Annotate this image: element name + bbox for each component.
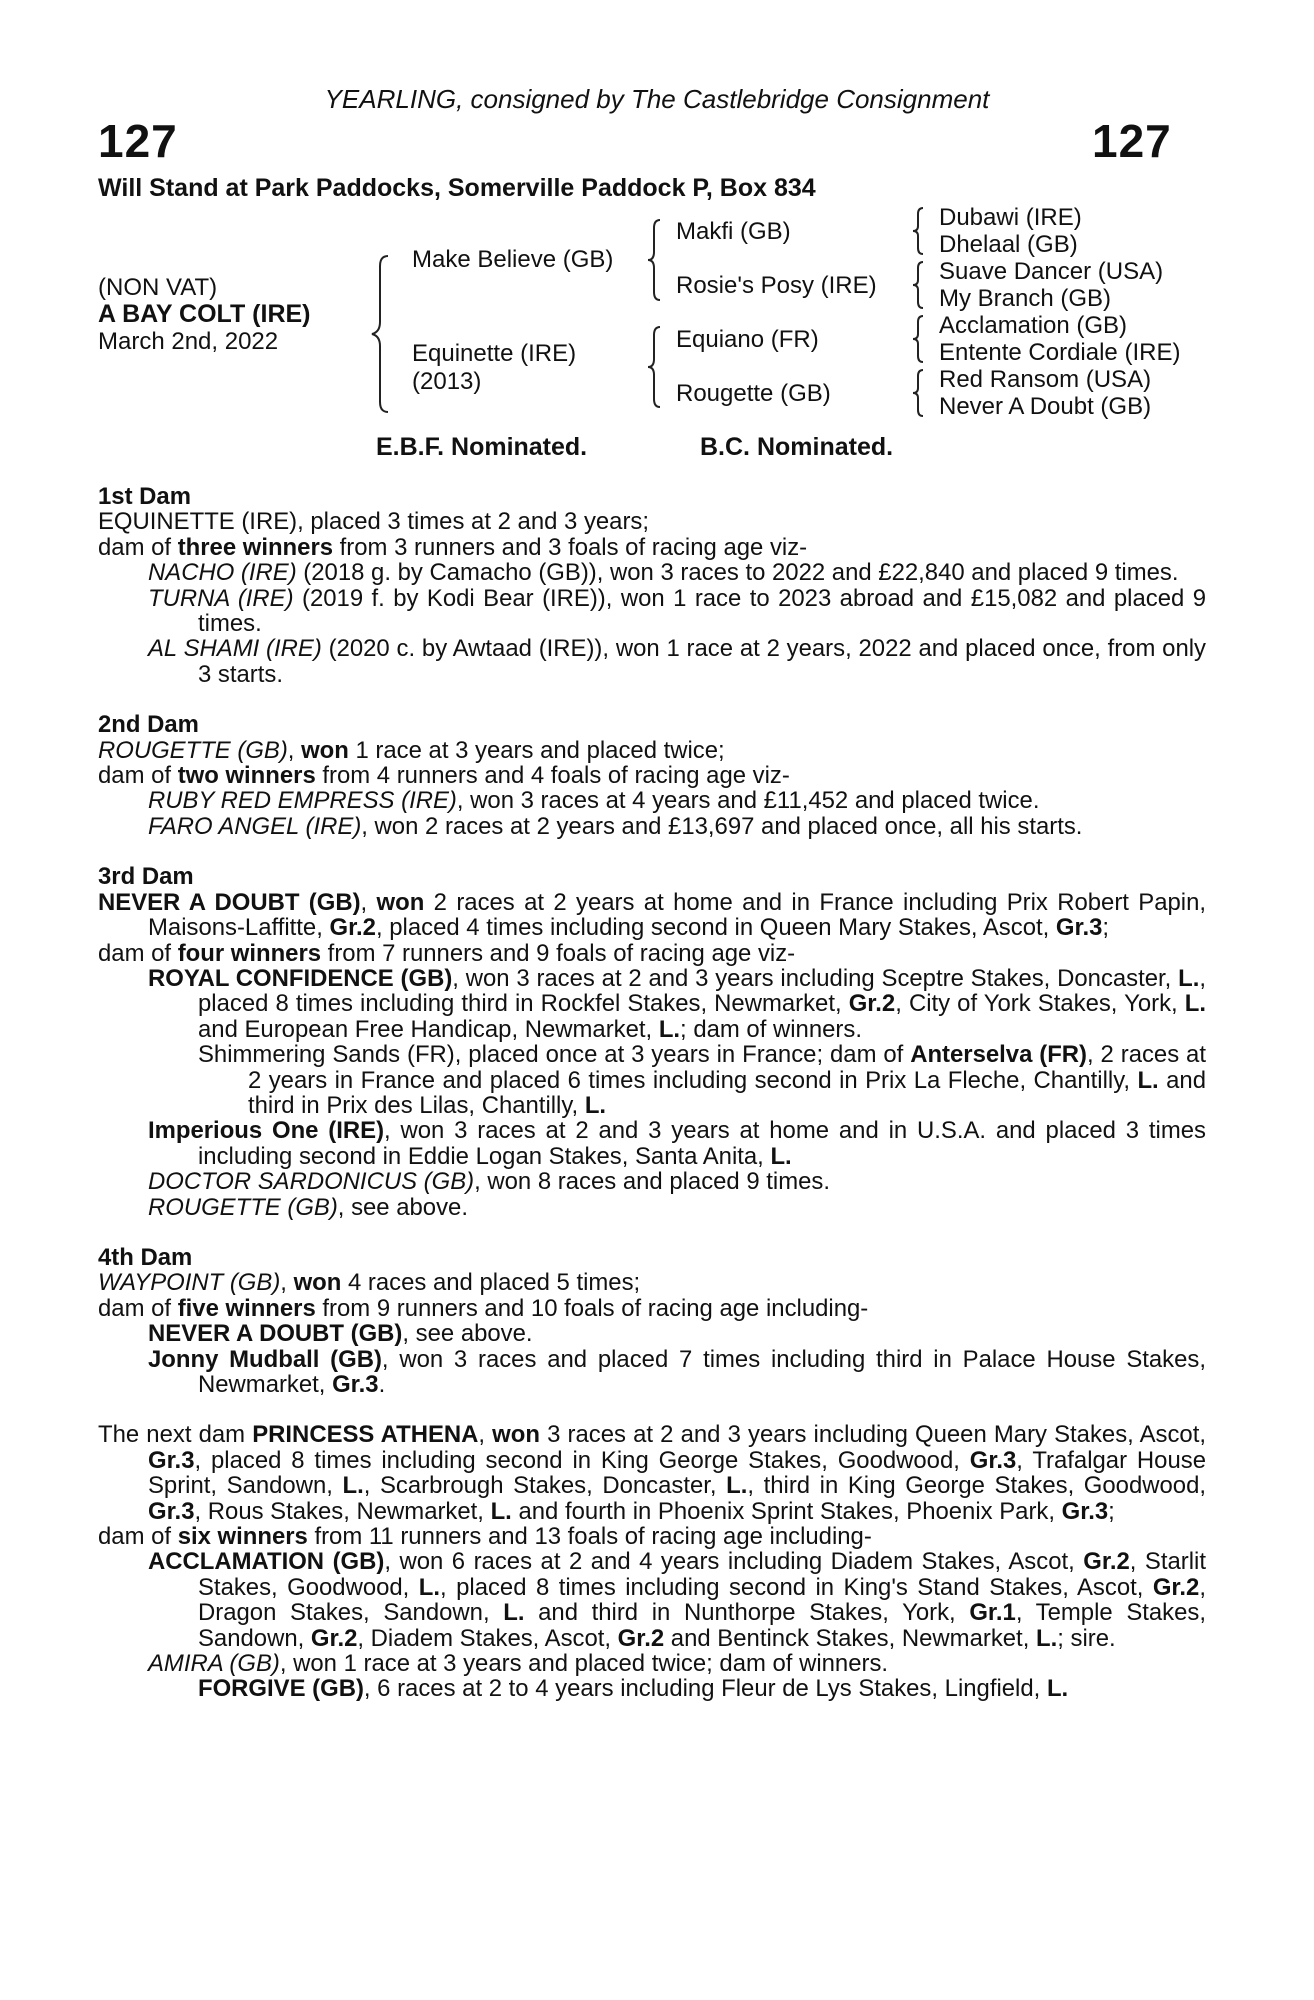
grand-offspring-entry: FORGIVE (GB), 6 races at 2 to 4 years including Fleur de Lys Stakes, Lingfield, L. <box>198 1675 1069 1703</box>
offspring-entry: AMIRA (GB), won 1 race at 3 years and placed twice; dam of winners. <box>148 1650 889 1678</box>
stabling-location: Will Stand at Park Paddocks, Somerville Paddock P, Box 834 <box>98 174 816 202</box>
offspring-entry: FARO ANGEL (IRE), won 2 races at 2 years and £13,697 and placed once, all his starts. <box>148 812 1083 840</box>
sire-sire: Makfi (GB) <box>676 218 791 245</box>
offspring-entry: ACCLAMATION (GB), won 6 races at 2 and 4 years including Diadem Stakes, Ascot, Gr.2, Starlit Stakes, Goodwood, L., placed 8 times including second in King's Stand Stakes, Ascot, Gr.2, Dragon Stakes, Sandown, L. and third in Nunthorpe Stakes, York, Gr.1, Temple Stakes, Sandown, Gr.2, Diadem Stakes, Ascot, Gr.2 and Bentinck Stakes, Newmarket, L.; sire. <box>148 1548 1206 1652</box>
pedigree-brace-sire <box>644 218 664 302</box>
dam-year: (2013) <box>412 368 482 395</box>
brace-gg2 <box>910 260 926 310</box>
lot-name: A BAY COLT (IRE) <box>98 300 311 328</box>
dam-record: EQUINETTE (IRE), placed 3 times at 2 and 3 years; <box>98 508 650 536</box>
ggs-2: Dhelaal (GB) <box>939 231 1078 258</box>
ggs-6: Entente Cordiale (IRE) <box>939 339 1181 366</box>
dam-record: ROUGETTE (GB), won 1 race at 3 years and placed twice; <box>98 736 725 764</box>
foaling-date: March 2nd, 2022 <box>98 328 279 355</box>
produce-summary: dam of five winners from 9 runners and 10 foals of racing age including- <box>98 1294 869 1322</box>
ebf-nomination: E.B.F. Nominated. <box>376 433 588 461</box>
dam-dam: Rougette (GB) <box>676 380 831 407</box>
vat-status: (NON VAT) <box>98 274 218 301</box>
dam-record: NEVER A DOUBT (GB), won 2 races at 2 years at home and in France including Prix Robert Papin, Maisons-Laffitte, Gr.2, placed 4 times including second in Queen Mary Stakes, Ascot, Gr.3; <box>98 888 1207 942</box>
produce-summary: dam of four winners from 7 runners and 9 foals of racing age viz- <box>98 939 796 967</box>
next-dam-section <box>98 1422 1206 1701</box>
dam-sire: Equiano (FR) <box>676 326 819 353</box>
fourth-dam-section <box>98 1245 1206 1397</box>
section-title: 3rd Dam <box>98 863 194 891</box>
section-title: 1st Dam <box>98 483 191 510</box>
section-title: 4th Dam <box>98 1243 193 1271</box>
offspring-entry: ROYAL CONFIDENCE (GB), won 3 races at 2 and 3 years including Sceptre Stakes, Doncaster, L., placed 8 times including third in Rockfel Stakes, Newmarket, Gr.2, City of York Stakes, York, L. and European Free Handicap, Newmarket, L.; dam of winners. <box>148 964 1206 1043</box>
produce-summary: dam of six winners from 11 runners and 13 foals of racing age including- <box>98 1523 872 1551</box>
third-dam-section <box>98 864 1206 1220</box>
brace-gg4 <box>910 368 926 418</box>
pedigree-brace-main <box>368 254 392 414</box>
offspring-entry: Imperious One (IRE), won 3 races at 2 and 3 years at home and in U.S.A. and placed 3 times including second in Eddie Logan Stakes, Santa Anita, L. <box>148 1117 1206 1170</box>
offspring-entry: AL SHAMI (IRE) (2020 c. by Awtaad (IRE)), won 1 race at 2 years, 2022 and placed once, from only 3 starts. <box>148 635 1207 688</box>
dam-record: WAYPOINT (GB), won 4 races and placed 5 times; <box>98 1269 641 1297</box>
second-dam-section <box>98 712 1206 839</box>
offspring-entry: NACHO (IRE) (2018 g. by Camacho (GB)), won 3 races to 2022 and £22,840 and placed 9 times. <box>148 559 1179 587</box>
bc-nomination: B.C. Nominated. <box>700 433 894 461</box>
offspring-entry: TURNA (IRE) (2019 f. by Kodi Bear (IRE)), won 1 race to 2023 abroad and £15,082 and placed 9 times. <box>148 584 1206 638</box>
ggs-1: Dubawi (IRE) <box>939 204 1082 231</box>
produce-summary: dam of two winners from 4 runners and 4 foals of racing age viz- <box>98 762 790 790</box>
offspring-entry: NEVER A DOUBT (GB), see above. <box>148 1320 533 1348</box>
produce-summary: dam of three winners from 3 runners and 3 foals of racing age viz- <box>98 533 808 561</box>
grand-offspring-entry: Shimmering Sands (FR), placed once at 3 years in France; dam of Anterselva (FR), 2 races at 2 years in France and placed 6 times including second in Prix La Fleche, Chantilly, L. and third in Prix des Lilas, Chantilly, L. <box>198 1041 1207 1119</box>
ggs-7: Red Ransom (USA) <box>939 366 1152 393</box>
catalogue-body <box>98 484 1206 1727</box>
offspring-entry: DOCTOR SARDONICUS (GB), won 8 races and placed 9 times. <box>148 1168 830 1196</box>
brace-gg1 <box>910 206 926 256</box>
dam-record: The next dam PRINCESS ATHENA, won 3 races at 2 and 3 years including Queen Mary Stakes, Ascot, Gr.3, placed 8 times including second in King George Stakes, Goodwood, Gr.3, Trafalgar House Sprint, Sandown, L., Scarbrough Stakes, Doncaster, L., third in King George Stakes, Goodwood, Gr.3, Rous Stakes, Newmarket, L. and fourth in Phoenix Sprint Stakes, Phoenix Park, Gr.3; <box>98 1421 1206 1525</box>
offspring-entry: ROUGETTE (GB), see above. <box>148 1193 468 1221</box>
ggs-5: Acclamation (GB) <box>939 312 1128 339</box>
dam: Equinette (IRE) <box>412 340 577 367</box>
ggs-4: My Branch (GB) <box>939 285 1112 312</box>
consignor-heading: YEARLING, consigned by The Castlebridge Consignment <box>324 84 990 114</box>
ggs-8: Never A Doubt (GB) <box>939 393 1152 420</box>
section-title: 2nd Dam <box>98 711 199 739</box>
first-dam-section <box>98 484 1206 687</box>
ggs-3: Suave Dancer (USA) <box>939 258 1164 285</box>
lot-number-left: 127 <box>98 115 178 167</box>
brace-gg3 <box>910 314 926 364</box>
offspring-entry: RUBY RED EMPRESS (IRE), won 3 races at 4 years and £11,452 and placed twice. <box>148 787 1040 815</box>
offspring-entry: Jonny Mudball (GB), won 3 races and placed 7 times including third in Palace House Stakes, Newmarket, Gr.3. <box>148 1345 1206 1398</box>
pedigree-brace-dam <box>644 325 664 409</box>
lot-number-right: 127 <box>1092 115 1172 167</box>
sire: Make Believe (GB) <box>412 246 614 273</box>
sire-dam: Rosie's Posy (IRE) <box>676 272 877 299</box>
